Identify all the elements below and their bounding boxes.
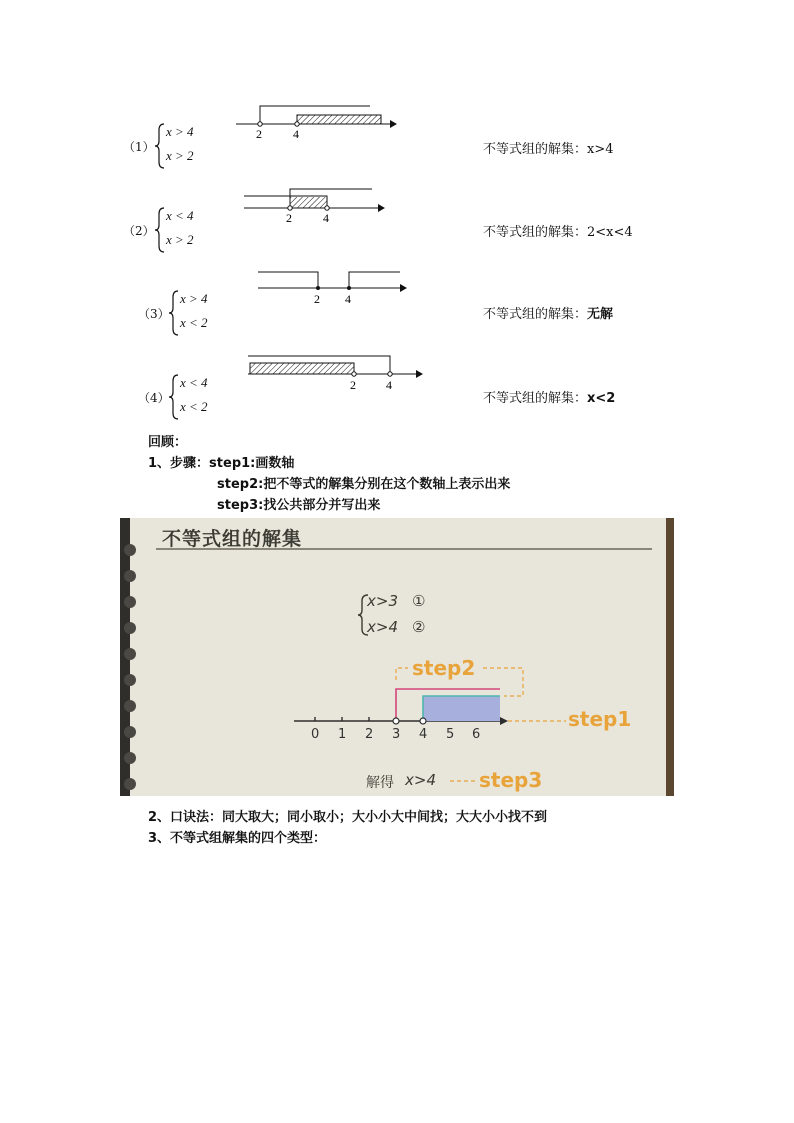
slide-answer-value: x>4	[405, 771, 436, 789]
inequality-1: x > 4	[180, 291, 208, 306]
solution-text	[483, 303, 613, 322]
step3-label: step3	[479, 768, 543, 792]
inequality-2: x > 2	[166, 232, 194, 247]
tick-label: 4	[419, 727, 428, 742]
step2-label: step2	[412, 656, 476, 680]
tick-label: 6	[472, 727, 481, 742]
solution-value: x>4	[587, 142, 614, 157]
review-types: 3、不等式组解集的四个类型：	[148, 831, 327, 846]
inequality-system	[154, 206, 214, 254]
step1-label: step1	[568, 707, 632, 731]
inequality-system	[168, 289, 228, 337]
inequality-2: x < 2	[180, 399, 208, 414]
inequality-2: x < 2	[180, 315, 208, 330]
case-label: （4）	[138, 391, 170, 405]
case-label: （3）	[138, 307, 170, 321]
slide-background	[120, 518, 674, 796]
inequality-system	[154, 122, 214, 170]
tick-label: 2	[256, 127, 262, 141]
slide-answer-prefix: 解得	[366, 775, 394, 791]
solution-prefix: 不等式组的解集：	[483, 307, 588, 322]
tick-label: 2	[350, 378, 356, 392]
review-mnemonic: 2、口诀法：同大取大；同小取小；大小小大中间找；大大小小找不到	[148, 810, 548, 825]
tick-label: 5	[446, 727, 455, 742]
solution-text	[483, 387, 615, 406]
tick-label: 4	[386, 378, 392, 392]
tick-label: 4	[323, 211, 329, 225]
tick-label: 4	[345, 292, 351, 306]
solution-value: 2<x<4	[587, 225, 633, 240]
tick-label: 1	[338, 727, 347, 742]
tick-label: 4	[293, 127, 299, 141]
review-step3: step3:找公共部分并写出来	[217, 498, 381, 513]
number-line	[242, 348, 432, 394]
solution-value: x<2	[587, 391, 616, 406]
review-step1: 1、步骤：step1:画数轴	[148, 456, 295, 471]
brace-icon	[154, 206, 166, 254]
number-line	[238, 182, 388, 226]
case-label: （1）	[123, 140, 155, 154]
solution-prefix: 不等式组的解集：	[483, 391, 588, 406]
solution-text	[483, 138, 614, 157]
tick-label: 0	[311, 727, 320, 742]
solution-text	[483, 221, 633, 240]
tick-label: 2	[365, 727, 374, 742]
slide-mark-1: ①	[412, 592, 426, 610]
slide-inequality-1: x>3	[367, 592, 398, 610]
brace-icon	[168, 373, 180, 421]
number-line	[230, 98, 400, 142]
tick-label: 3	[392, 727, 401, 742]
slide-title: 不等式组的解集	[162, 528, 303, 550]
review-heading: 回顾：	[148, 435, 188, 450]
solution-value: 无解	[587, 307, 614, 322]
inequality-system	[168, 373, 228, 421]
inequality-1: x < 4	[166, 208, 194, 223]
inequality-2: x > 2	[166, 148, 194, 163]
lesson-slide	[120, 518, 674, 796]
slide-mark-2: ②	[412, 618, 426, 636]
tick-label: 2	[286, 211, 292, 225]
slide-inequality-2: x>4	[367, 618, 398, 636]
number-line	[252, 262, 412, 308]
brace-icon	[168, 289, 180, 337]
case-label: （2）	[123, 224, 155, 238]
solution-prefix: 不等式组的解集：	[483, 225, 588, 240]
tick-label: 2	[314, 292, 320, 306]
inequality-1: x > 4	[166, 124, 194, 139]
inequality-1: x < 4	[180, 375, 208, 390]
solution-prefix: 不等式组的解集：	[483, 142, 588, 157]
review-step2: step2:把不等式的解集分别在这个数轴上表示出来	[217, 477, 511, 492]
brace-icon	[154, 122, 166, 170]
